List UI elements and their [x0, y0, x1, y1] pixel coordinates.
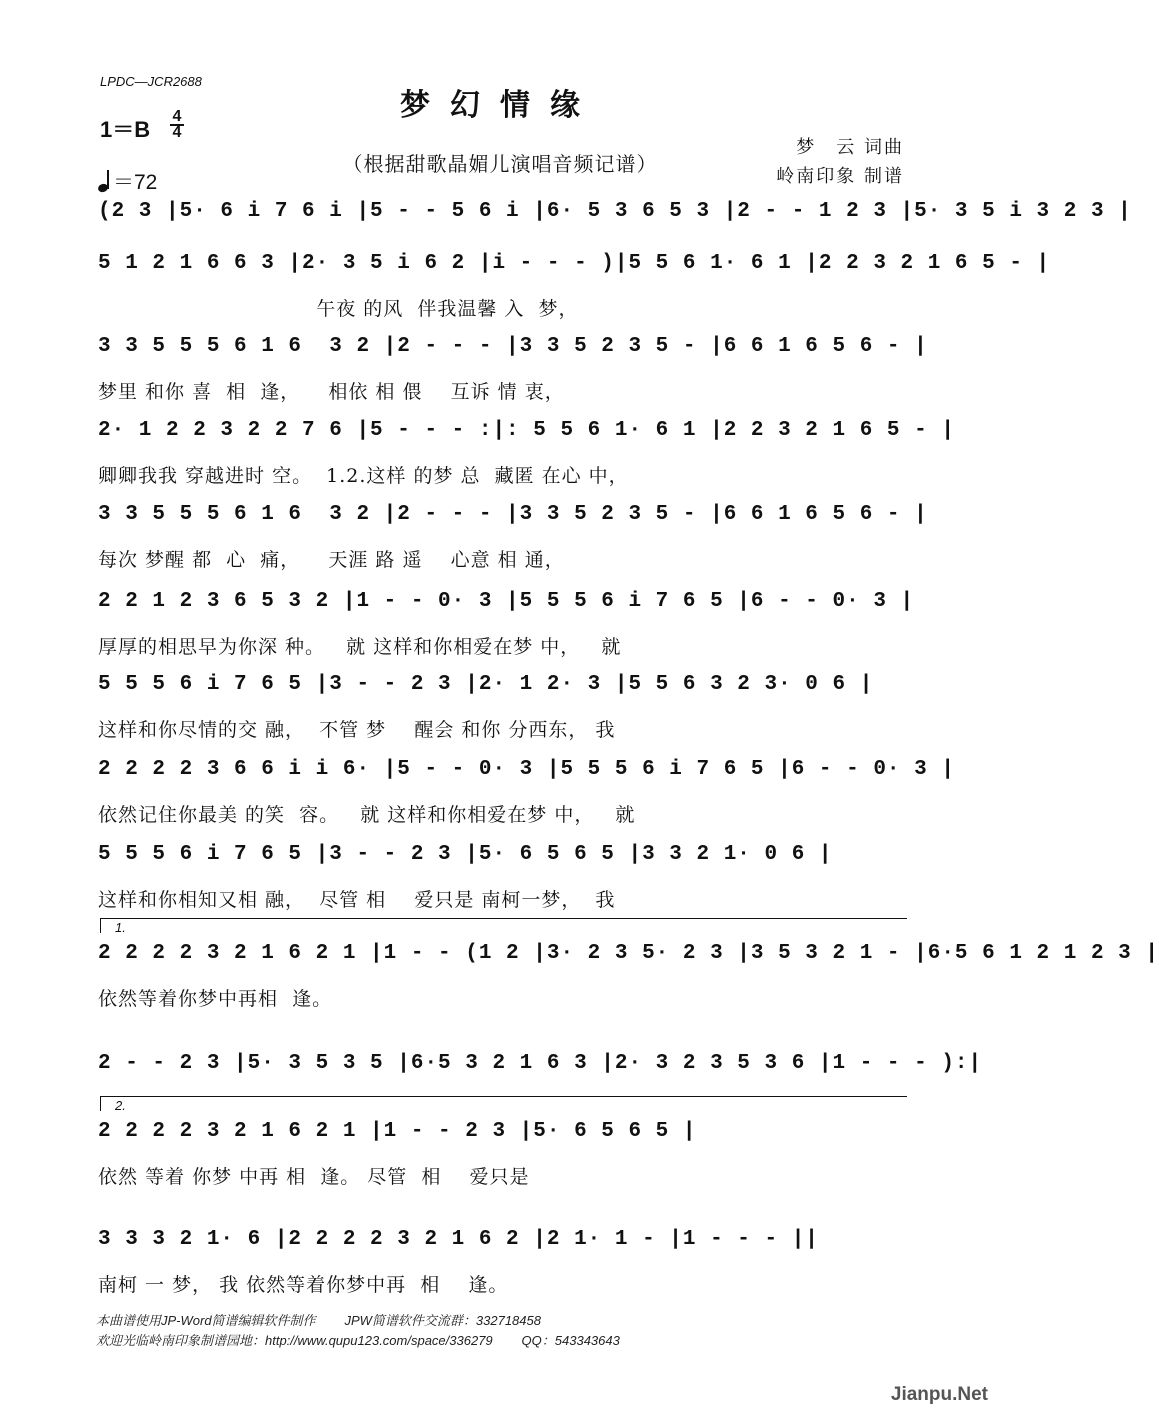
lyric-line: 依然等着你梦中再相 逢。	[98, 988, 333, 1010]
lyric-line: 梦里 和你 喜 相 逢， 相依 相 偎 互诉 情 衷，	[98, 381, 565, 403]
lyric-line: 依然 等着 你梦 中再 相 逢。 尽管 相 爱只是	[98, 1166, 530, 1188]
volta-bracket	[100, 1096, 907, 1111]
notation-line: 2 2 1 2 3 6 5 3 2 |1 - - 0· 3 |5 5 5 6 i 7 6 5 |6 - - 0· 3 |	[98, 590, 915, 613]
notation-line: 3 3 5 5 5 6 1 6 3 2 |2 - - - |3 3 5 2 3 5 - |6 6 1 6 5 6 - |	[98, 335, 928, 358]
notation-line: 5 5 5 6 i 7 6 5 |3 - - 2 3 |2· 1 2· 3 |5 5 6 3 2 3· 0 6 |	[98, 673, 874, 696]
time-signature	[170, 110, 184, 140]
notation-line: 2 - - 2 3 |5· 3 5 3 5 |6·5 3 2 1 6 3 |2· 3 2 3 5 3 6 |1 - - - ):|	[98, 1052, 983, 1075]
notation-line: 5 5 5 6 i 7 6 5 |3 - - 2 3 |5· 6 5 6 5 |3 3 2 1· 0 6 |	[98, 843, 833, 866]
lyric-line: 午夜 的风 伴我温馨 入 梦，	[98, 298, 579, 320]
quarter-note-icon	[98, 170, 110, 192]
time-signature-bottom: 4	[172, 124, 182, 141]
notation-line: 2· 1 2 2 3 2 2 7 6 |5 - - - :|: 5 5 6 1· 6 1 |2 2 3 2 1 6 5 - |	[98, 419, 955, 442]
lyric-line: 南柯 一 梦， 我 依然等着你梦中再 相 逢。	[98, 1274, 509, 1296]
lyric-line: 这样和你尽情的交 融， 不管 梦 醒会 和你 分西东， 我	[98, 719, 616, 741]
credit-lyrics-music: 梦 云 词曲	[796, 137, 904, 158]
volta-number: 2.	[115, 1098, 126, 1113]
time-signature-top: 4	[172, 108, 182, 125]
notation-line: 2 2 2 2 3 2 1 6 2 1 |1 - - 2 3 |5· 6 5 6 5 |	[98, 1120, 697, 1143]
lyric-line: 厚厚的相思早为你深 种。 就 这样和你相爱在梦 中， 就	[98, 636, 622, 658]
volta-bracket	[100, 918, 907, 933]
key-signature: 1＝B	[100, 117, 151, 142]
footer-line-2: 欢迎光临岭南印象制谱园地：http://www.qupu123.com/space/336279 QQ：543343643	[96, 1333, 620, 1348]
notation-line: 2 2 2 2 3 6 6 i i 6· |5 - - 0· 3 |5 5 5 6 i 7 6 5 |6 - - 0· 3 |	[98, 758, 955, 781]
notation-line: (2 3 |5· 6 i 7 6 i |5 - - 5 6 i |6· 5 3 6 5 3 |2 - - 1 2 3 |5· 3 5 i 3 2 3 |	[98, 200, 1132, 223]
lyric-line: 这样和你相知又相 融， 尽管 相 爱只是 南柯一梦， 我	[98, 889, 616, 911]
lyric-line: 依然记住你最美 的笑 容。 就 这样和你相爱在梦 中， 就	[98, 804, 636, 826]
credit-notation: 岭南印象 制谱	[776, 166, 904, 187]
notation-line: 5 1 2 1 6 6 3 |2· 3 5 i 6 2 |i - - - )|5 5 6 1· 6 1 |2 2 3 2 1 6 5 - |	[98, 252, 1051, 275]
tempo-value: ＝72	[113, 171, 158, 194]
song-subtitle: （根据甜歌晶媚儿演唱音频记谱）	[342, 152, 658, 176]
notation-line: 2 2 2 2 3 2 1 6 2 1 |1 - - (1 2 |3· 2 3 5· 2 3 |3 5 3 2 1 - |6·5 6 1 2 1 2 3 |	[98, 942, 1159, 965]
watermark: Jianpu.Net	[890, 1384, 988, 1405]
tempo-marking	[98, 166, 157, 196]
footer-line-1: 本曲谱使用JP-Word简谱编辑软件制作 JPW简谱软件交流群：332718458	[96, 1313, 541, 1328]
volta-number: 1.	[115, 920, 126, 935]
lyric-line: 每次 梦醒 都 心 痛， 天涯 路 遥 心意 相 通，	[98, 549, 565, 571]
lyric-line: 卿卿我我 穿越进时 空。 1.2.这样 的梦 总 藏匿 在心 中，	[98, 465, 629, 487]
notation-line: 3 3 3 2 1· 6 |2 2 2 2 3 2 1 6 2 |2 1· 1 - |1 - - - ||	[98, 1228, 819, 1251]
song-title: 梦幻情缘	[400, 88, 600, 123]
score-code: LPDC—JCR2688	[100, 74, 202, 89]
notation-line: 3 3 5 5 5 6 1 6 3 2 |2 - - - |3 3 5 2 3 5 - |6 6 1 6 5 6 - |	[98, 503, 928, 526]
